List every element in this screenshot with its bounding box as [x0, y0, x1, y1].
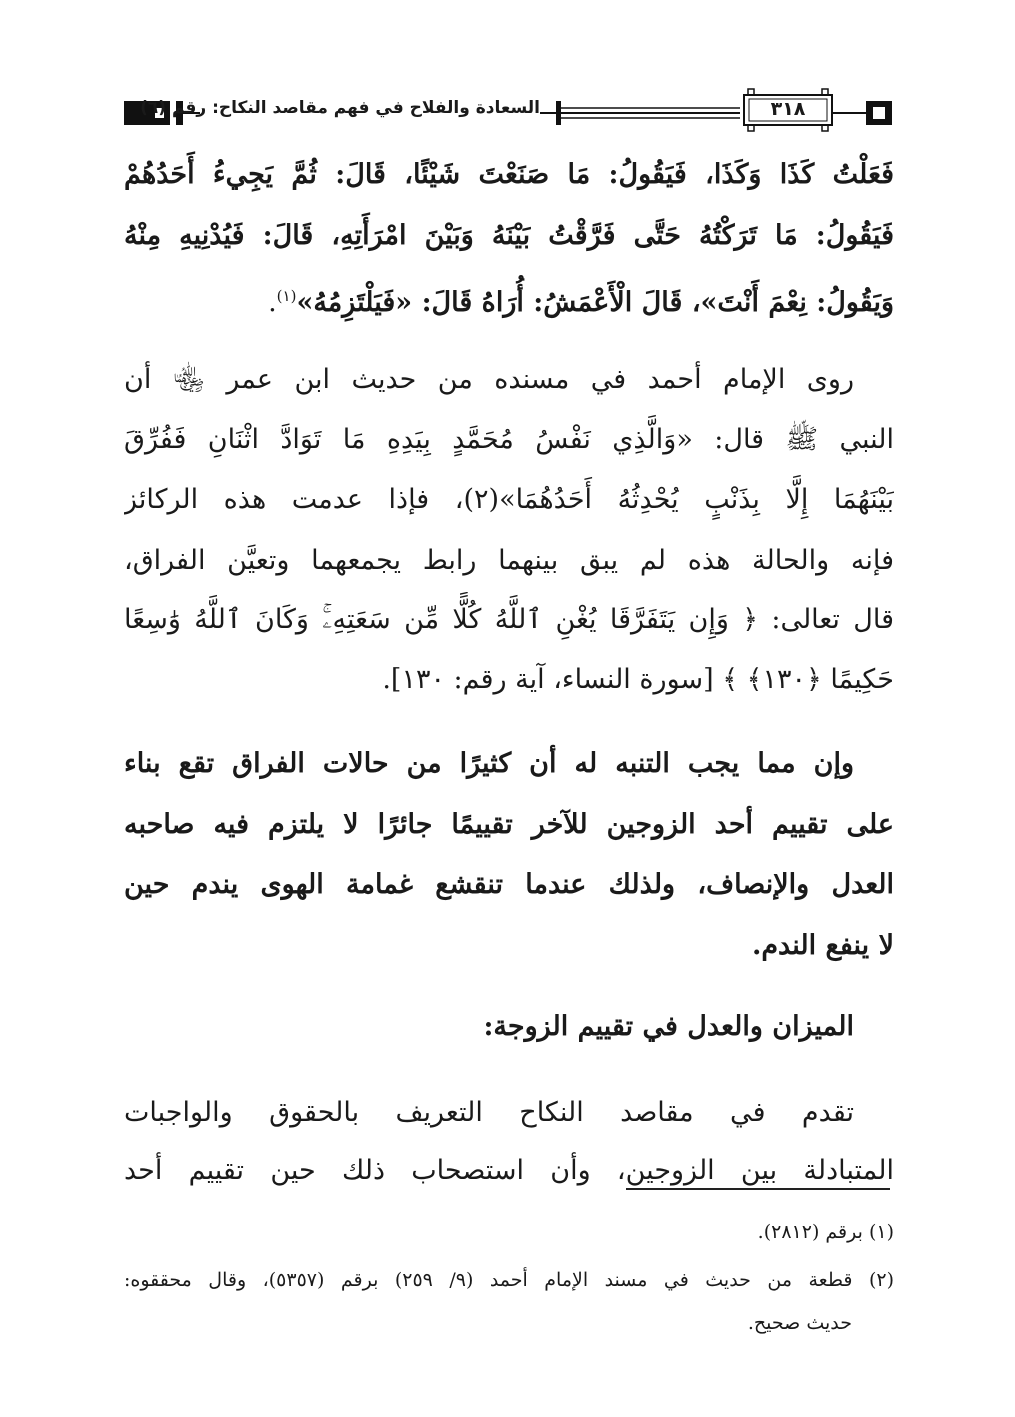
- hadith-line-3-text: وَيَقُولُ: نِعْمَ أَنْتَ»، قَالَ الْأَعْمَشُ: أُرَاهُ قَالَ: «فَيَلْتَزِمُهُ»: [296, 287, 894, 318]
- footnote-separator: [626, 1188, 890, 1190]
- paragraph-4-line-1: تقدم في مقاصد النكاح التعريف بالحقوق والواجبات: [124, 1097, 854, 1128]
- hadith-line-1: فَعَلْتُ كَذَا وَكَذَا، فَيَقُولُ: مَا صَنَعْتَ شَيْئًا، قَالَ: ثُمَّ يَجِيءُ أَحَدُهُمْ: [124, 159, 894, 190]
- paragraph-2-line-1: روى الإمام أحمد في مسنده من حديث ابن عمر ﵄ أن: [124, 364, 854, 395]
- paragraph-2-line-6: حَكِيمًا ﴿١٣٠﴾ ﴾ [سورة النساء، آية رقم: ١٣٠].: [382, 664, 894, 695]
- paragraph-2-line-3: بَيْنَهُمَا إِلَّا بِذَنْبٍ يُحْدِثُهُ أَحَدُهُمَا»(٢)، فإذا عدمت هذه الركائز: [124, 484, 894, 515]
- paragraph-3-line-3: العدل والإنصاف، ولذلك عندما تنقشع غمامة الهوى يندم حين: [124, 869, 894, 900]
- paragraph-2-line-5: قال تعالى: ﴿ وَإِن يَتَفَرَّقَا يُغْنِ ٱللَّهُ كُلًّا مِّن سَعَتِهِۦۚ وَكَانَ ٱللَّهُ وَٰسِعًا: [124, 604, 894, 635]
- page-body: [124, 0, 894, 1417]
- paragraph-3-line-4: لا ينفع الندم.: [751, 930, 894, 961]
- page-number: ٣١٨: [770, 98, 806, 120]
- section-title: الميزان والعدل في تقييم الزوجة:: [483, 1011, 854, 1042]
- paragraph-3-line-1: وإن مما يجب التنبه له أن كثيرًا من حالات الفراق تقع بناء: [124, 748, 854, 779]
- hadith-line-3: وَيَقُولُ: نِعْمَ أَنْتَ»، قَالَ الْأَعْمَشُ: أُرَاهُ قَالَ: «فَيَلْتَزِمُهُ»$^{(١)}$.: [268, 287, 894, 318]
- footnote-1: (١) برقم (٢٨١٢).: [757, 1221, 894, 1243]
- footnote-2-line-2: حديث صحيح.: [747, 1312, 852, 1334]
- hadith-line-2: فَيَقُولُ: مَا تَرَكْتُهُ حَتَّى فَرَّقْتُ بَيْنَهُ وَبَيْنَ امْرَأَتِهِ، قَالَ: فَيُدْنِيهِ مِنْهُ: [124, 220, 894, 251]
- footnote-2-line-1: (٢) قطعة من حديث في مسند الإمام أحمد (٩/ ٢٥٩) برقم (٥٣٥٧)، وقال محققوه:: [124, 1269, 894, 1291]
- footnote-ref-1: (١): [276, 287, 297, 305]
- paragraph-2-line-4: فإنه والحالة هذه لم يبق بينهما رابط يجمعهما وتعيَّن الفراق،: [124, 545, 894, 576]
- paragraph-2-line-2: النبي ﷺ قال: «وَالَّذِي نَفْسُ مُحَمَّدٍ بِيَدِهِ مَا تَوَادَّ اثْنَانِ فَفُرِّقَ: [124, 424, 894, 455]
- paragraph-4-line-2: المتبادلة بين الزوجين، وأن استصحاب ذلك حين تقييم أحد: [124, 1155, 894, 1186]
- paragraph-3-line-2: على تقييم أحد الزوجين للآخر تقييمًا جائرًا لا يلتزم فيه صاحبه: [124, 809, 894, 840]
- running-title: السعادة والفلاح في فهم مقاصد النكاح: رقم (٦): [140, 98, 540, 118]
